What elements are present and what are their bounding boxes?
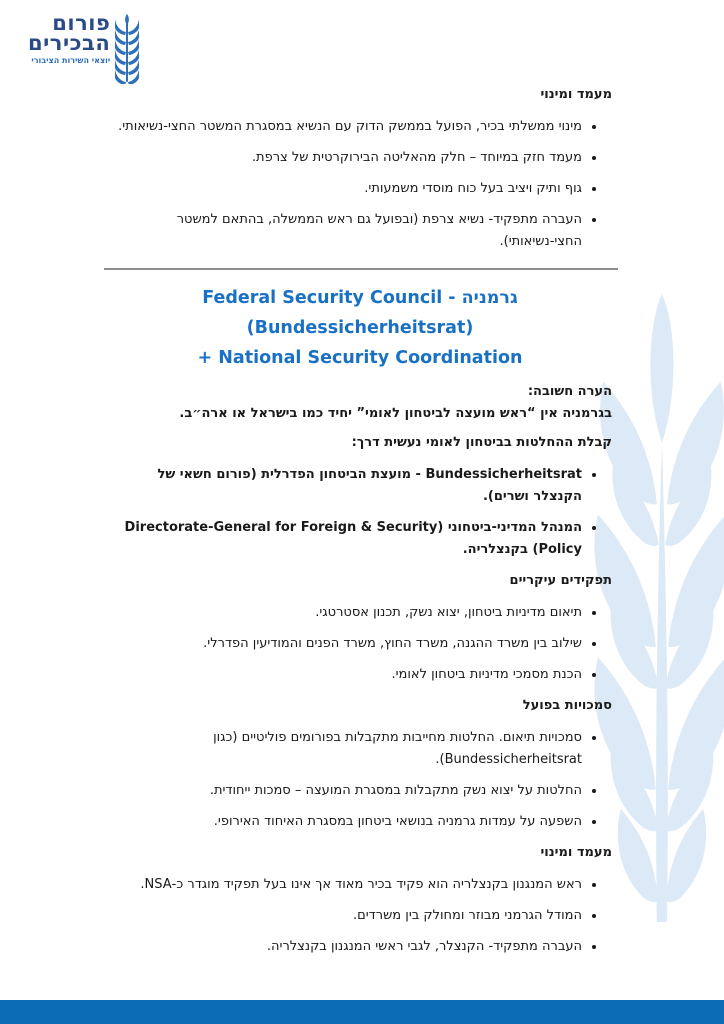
decision-list [108,464,612,561]
list-item: • המודל הגרמני מבוזר ומחולק בין משרדים. [108,905,582,927]
list-item: • העברה מתפקיד- נשיא צרפת (ובפועל גם ראש הממשלה, בהתאם למשטר החצי-נשיאותי). [108,209,582,253]
decision-list-intro: קבלת ההחלטות בביטחון לאומי נעשית דרך: [351,435,612,450]
org-logo [28,13,139,84]
status-france-list [108,116,612,253]
org-logo-title-line2: הבכירים [28,31,111,55]
section-title-powers: סמכויות בפועל [522,698,612,713]
section-title-status-germany: מעמד ומינוי [540,845,612,860]
org-logo-title-line1: פורום [52,11,111,35]
list-item: • שילוב בין משרד ההגנה, משרד החוץ, משרד הפנים והמודיעין הפדרלי. [108,633,582,655]
list-item: • מינוי ממשלתי בכיר, הפועל בממשק הדוק עם הנשיא במסגרת המשטר החצי-נשיאותי. [108,116,582,138]
org-logo-text [28,13,110,65]
list-item: • החלטות על יצוא נשק מתקבלות במסגרת המועצה – סמכות ייחודית. [108,780,582,802]
note-label: הערה חשובה: [527,384,612,399]
list-item: • הכנת מסמכי מדיניות ביטחון לאומי. [108,664,582,686]
wheat-branch-icon [115,14,139,84]
list-item: • גוף ותיק ויציב בעל כוח מוסדי משמעותי. [108,178,582,200]
roles-list [108,602,612,686]
list-item: • העברה מתפקיד- הקנצלר, לגבי ראשי המנגנון בקנצלריה. [108,936,582,958]
list-item: • תיאום מדיניות ביטחון, יצוא נשק, תכנון אסטרטגי. [108,602,582,624]
section-divider [104,268,618,270]
page-title [108,283,612,373]
footer-bar [0,1000,724,1024]
list-item: • השפעה על עמדות גרמניה בנושאי ביטחון במסגרת האיחוד האירופי. [108,811,582,833]
page-title-line1: גרמניה - Federal Security Council (Bundessicherheitsrat) [202,288,518,338]
page-title-line2: + National Security Coordination [197,348,523,368]
list-item: • סמכויות תיאום. החלטות מחייבות מתקבלות בפורומים פוליטיים (כגון Bundessicherheitsrat). [108,727,582,771]
list-item: • המנהל המדיני-ביטחוני (Directorate-General for Foreign & Security Policy) בקנצלריה. [108,517,582,561]
status-germany-list [108,874,612,958]
list-item: • Bundessicherheitsrat - מועצת הביטחון הפדרלית (פורום חשאי של הקנצלר ושרים). [108,464,582,508]
org-logo-subtitle: יוצאי השירות הציבורי [31,56,111,65]
note-text: בגרמניה אין “ראש מועצה לביטחון לאומי” יחיד כמו בישראל או ארה״ב. [179,406,612,421]
section-title-roles: תפקידים עיקריים [509,573,612,588]
section-title-status-france: מעמד ומינוי [540,87,612,102]
list-item: • ראש המנגנון בקנצלריה הוא פקיד בכיר מאוד אך אינו בעל תפקיד מוגדר כ-NSA. [108,874,582,896]
powers-list [108,727,612,833]
list-item: • מעמד חזק במיוחד – חלק מהאליטה הבירוקרטית של צרפת. [108,147,582,169]
